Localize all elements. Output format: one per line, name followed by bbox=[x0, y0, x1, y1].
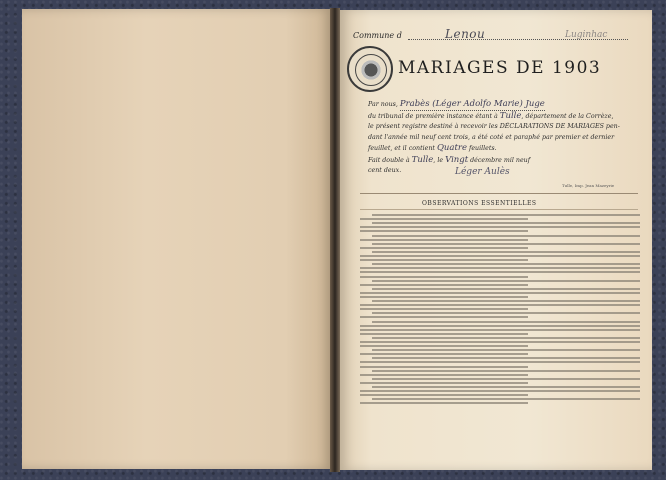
fine-print-line bbox=[360, 341, 640, 343]
fine-print-line bbox=[372, 370, 640, 372]
divider bbox=[360, 193, 638, 194]
fine-print-line bbox=[360, 325, 640, 327]
commune-label: Commune d bbox=[353, 31, 402, 40]
fine-print-line bbox=[360, 345, 528, 347]
tribunal-city: Tulle bbox=[499, 110, 522, 121]
fine-print-line bbox=[372, 357, 640, 359]
fine-print-line bbox=[360, 247, 528, 249]
stamp-seal-icon bbox=[347, 46, 393, 92]
fine-print-line bbox=[360, 329, 640, 331]
text-feuillets: feuillets. bbox=[469, 145, 497, 152]
fine-print-line bbox=[360, 292, 640, 294]
fine-print-line bbox=[360, 284, 528, 286]
judge-name: Prabès (Léger Adolfo Marie) Juge bbox=[399, 99, 545, 109]
text-cent-deux: cent deux. bbox=[368, 167, 402, 174]
fine-print-line bbox=[360, 353, 528, 355]
fine-print-line bbox=[372, 222, 640, 224]
fine-print-line bbox=[372, 386, 640, 388]
text-le: le bbox=[437, 156, 444, 164]
signing-day: Vingt bbox=[445, 154, 469, 165]
fine-print-line bbox=[360, 271, 640, 273]
par-nous-label: Par nous, bbox=[368, 101, 398, 108]
left-blank-page bbox=[22, 9, 332, 469]
fine-print-line bbox=[372, 312, 640, 314]
observations-fine-print bbox=[360, 212, 640, 448]
fine-print-line bbox=[360, 366, 528, 368]
fine-print-line bbox=[372, 378, 640, 380]
fine-print-line bbox=[372, 288, 640, 290]
fine-print-line bbox=[360, 374, 528, 376]
fine-print-line bbox=[372, 337, 640, 339]
fine-print-line bbox=[360, 296, 528, 298]
fine-print-line bbox=[372, 349, 640, 351]
fine-print-line bbox=[372, 263, 640, 265]
fine-print-line bbox=[372, 214, 640, 216]
fine-print-line bbox=[360, 276, 528, 278]
certification-paragraph: Par nous, Prabès (Léger Adolfo Marie) Juge du tribunal de première instance étant à Tulle, département de la Corrèze, le présent registre destiné à recevoir les DÉCLARATIONS DE MARIAGES pen- dant l'année mil neuf cent trois, a été coté et paraphé par premier et dernier feuillet, et il contient Quatre feuillets. Fait double à Tulle, le Vingt décembre mil neuf cent deux. bbox=[368, 99, 638, 177]
fine-print-line bbox=[372, 300, 640, 302]
fine-print-line bbox=[360, 382, 528, 384]
fine-print-line bbox=[360, 226, 640, 228]
fine-print-line bbox=[372, 235, 640, 237]
fine-print-line bbox=[360, 267, 640, 269]
fine-print-line bbox=[360, 239, 528, 241]
text-decembre: décembre mil neuf bbox=[470, 156, 531, 164]
sheet-count: Quatre bbox=[436, 143, 467, 153]
fine-print-line bbox=[360, 402, 528, 404]
text-fait-double: Fait double à bbox=[368, 156, 410, 164]
fine-print-line bbox=[372, 321, 640, 323]
text-feuillet: feuillet, et il contient bbox=[368, 145, 435, 152]
fine-print-line bbox=[360, 259, 528, 261]
fine-print-line bbox=[372, 243, 640, 245]
fine-print-line bbox=[372, 280, 640, 282]
fine-print-line bbox=[360, 308, 528, 310]
commune-name-faint: Luginhac bbox=[565, 30, 608, 40]
divider bbox=[360, 209, 638, 210]
page-title: MARIAGES DE 1903 bbox=[398, 58, 602, 78]
fine-print-line bbox=[360, 230, 528, 232]
fine-print-line bbox=[360, 218, 528, 220]
observations-heading: OBSERVATIONS ESSENTIELLES bbox=[422, 200, 537, 207]
printer-note: Tulle, Imp. Jean Mazeyrie bbox=[562, 183, 615, 188]
fine-print-line bbox=[372, 251, 640, 253]
text-department: département de la Corrèze, bbox=[525, 112, 614, 120]
fine-print-line bbox=[360, 255, 640, 257]
fine-print-line bbox=[360, 304, 640, 306]
text-line3: le présent registre destiné à recevoir les DÉCLARATIONS DE MARIAGES pen- bbox=[368, 123, 620, 130]
fine-print-line bbox=[360, 333, 528, 335]
text-tribunal: du tribunal de première instance étant à bbox=[368, 112, 498, 120]
book-spine bbox=[330, 8, 340, 472]
fine-print-line bbox=[360, 390, 640, 392]
signing-city: Tulle bbox=[411, 154, 434, 165]
commune-name: Lenou bbox=[445, 27, 486, 41]
fine-print-line bbox=[360, 361, 640, 363]
text-line4: dant l'année mil neuf cent trois, a été coté et paraphé par premier et dernier bbox=[368, 133, 615, 141]
fine-print-line bbox=[360, 394, 528, 396]
fine-print-line bbox=[372, 398, 640, 400]
fine-print-line bbox=[360, 316, 528, 318]
signature: Léger Aulès bbox=[455, 167, 510, 177]
